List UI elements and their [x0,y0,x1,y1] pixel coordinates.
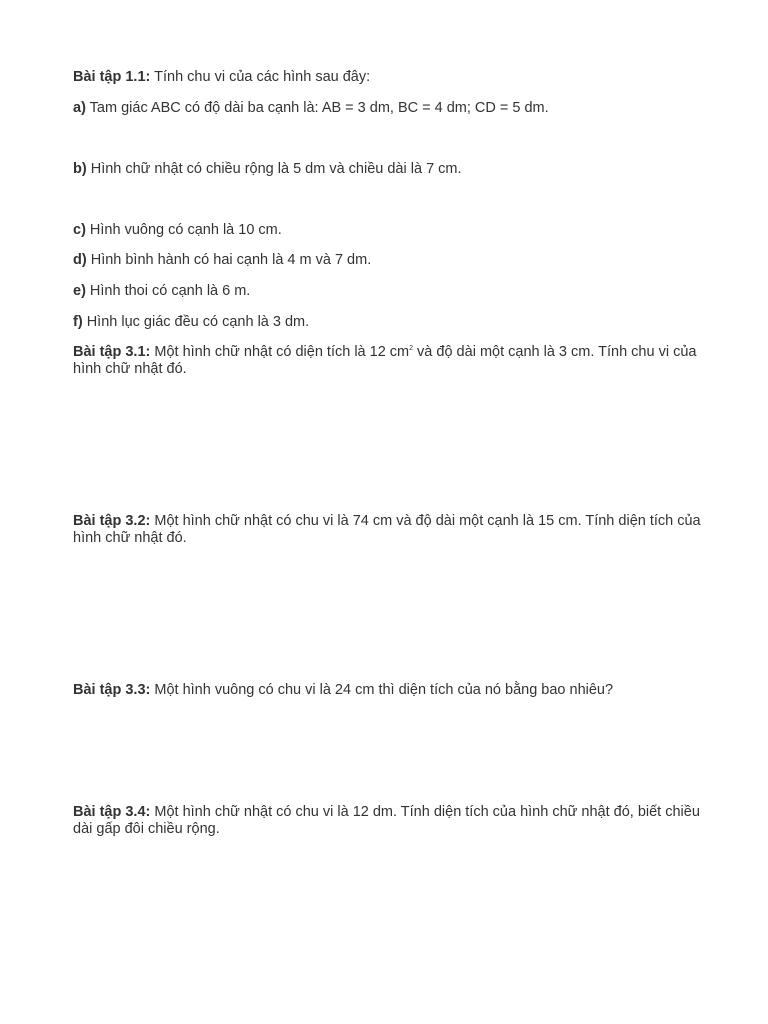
exercise-label: Bài tập 3.2: [73,513,151,529]
exercise-3-4 [73,804,703,838]
item-text: Tam giác ABC có độ dài ba cạnh là: AB = 3 dm, BC = 4 dm; CD = 5 dm. [85,100,549,116]
item-label: b) [73,161,87,177]
exercise-3-1 [73,344,703,378]
exercise-label: Bài tập 3.3: [73,682,151,698]
item-text: Hình lục giác đều có cạnh là 3 dm. [82,314,310,330]
exercise-text-part: Một hình chữ nhật có diện tích là 12 cm [150,344,410,360]
exercise-label: Bài tập 1.1: [73,69,151,85]
exercise-text: Một hình vuông có chu vi là 24 cm thì diện tích của nó bằng bao nhiêu? [150,682,614,698]
item-f [73,314,703,331]
item-e [73,283,703,300]
exercise-text: Tính chu vi của các hình sau đây: [150,69,371,85]
item-text: Hình bình hành có hai cạnh là 4 m và 7 dm. [86,252,372,268]
item-text: Hình vuông có cạnh là 10 cm. [85,222,282,238]
item-label: d) [73,252,87,268]
exercise-text-part: và độ dài một cạnh là 3 cm. Tính chu vi của hình chữ nhật đó. [73,344,697,377]
exercise-label: Bài tập 3.1: [73,344,151,360]
item-d [73,252,703,269]
exercise-3-2 [73,513,703,547]
item-b [73,161,703,178]
item-c [73,222,703,239]
item-a [73,100,703,117]
exercise-text: Một hình chữ nhật có chu vi là 74 cm và độ dài một cạnh là 15 cm. Tính diện tích của hình chữ nhật đó. [73,513,701,546]
item-label: e) [73,283,86,299]
item-label: a) [73,100,86,116]
exercise-1-1-heading [73,69,703,86]
item-label: f) [73,314,83,330]
squared-superscript: 2 [409,345,414,352]
item-text: Hình thoi có cạnh là 6 m. [85,283,251,299]
exercise-text: Một hình chữ nhật có chu vi là 12 dm. Tính diện tích của hình chữ nhật đó, biết chiều dài gấp đôi chiều rộng. [73,804,700,837]
exercise-3-3 [73,682,703,699]
item-text: Hình chữ nhật có chiều rộng là 5 dm và chiều dài là 7 cm. [86,161,462,177]
exercise-label: Bài tập 3.4: [73,804,151,820]
item-label: c) [73,222,86,238]
